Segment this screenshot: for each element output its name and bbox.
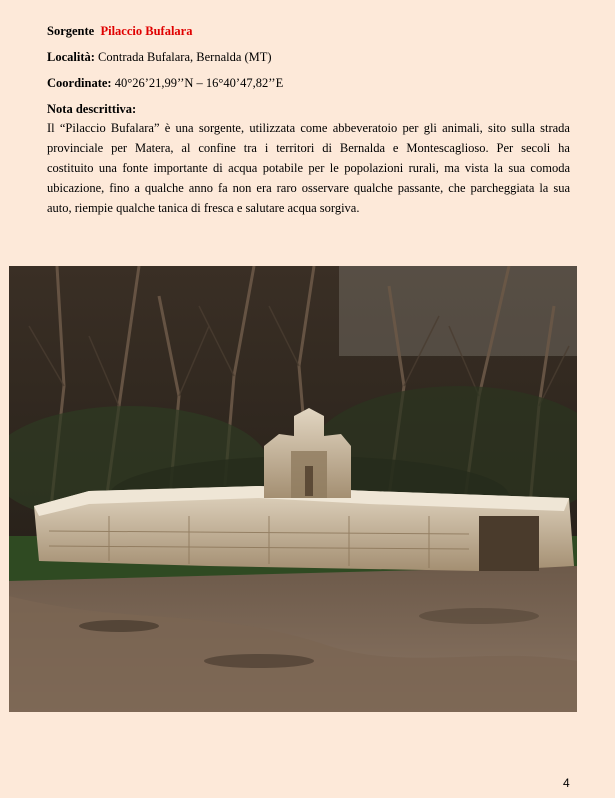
page-number: 4 [563, 776, 570, 790]
coordinate-value: 40°26’21,99’’N – 16°40’47,82’’E [114, 76, 284, 90]
nota-label: Nota descrittiva: [47, 102, 137, 116]
description-paragraph [47, 118, 570, 218]
description-line: Il “Pilaccio Bufalara” è una sorgente, utilizzata come abbeveratoio per gli animali, sito sulla strada [47, 121, 570, 135]
description-line: ubicazione, fino a qualche anno fa non era raro osservare qualche passante, che parcheggiata la sua [47, 181, 570, 195]
fountain-illustration [9, 266, 577, 712]
sorgente-label: Sorgente [47, 24, 95, 38]
sorgente-line [47, 22, 570, 40]
description-line: auto, riempie qualche tanica di fresca e salutare acqua sorgiva. [47, 201, 360, 215]
localita-value: Contrada Bufalara, Bernalda (MT) [98, 50, 272, 64]
localita-label: Località: [47, 50, 95, 64]
localita-line [47, 48, 570, 66]
description-line: costituito una fonte importante di acqua potabile per le popolazioni rurali, ma vista la sua comoda [47, 161, 570, 175]
nota-line [47, 100, 570, 118]
document-body [47, 22, 570, 218]
sorgente-name: Pilaccio Bufalara [100, 24, 193, 38]
description-line: provinciale per Matera, al confine tra i territori di Bernalda e Montescaglioso. Per secoli ha [47, 141, 570, 155]
coordinate-line [47, 74, 570, 92]
fountain-photo [9, 266, 577, 712]
coordinate-label: Coordinate: [47, 76, 112, 90]
